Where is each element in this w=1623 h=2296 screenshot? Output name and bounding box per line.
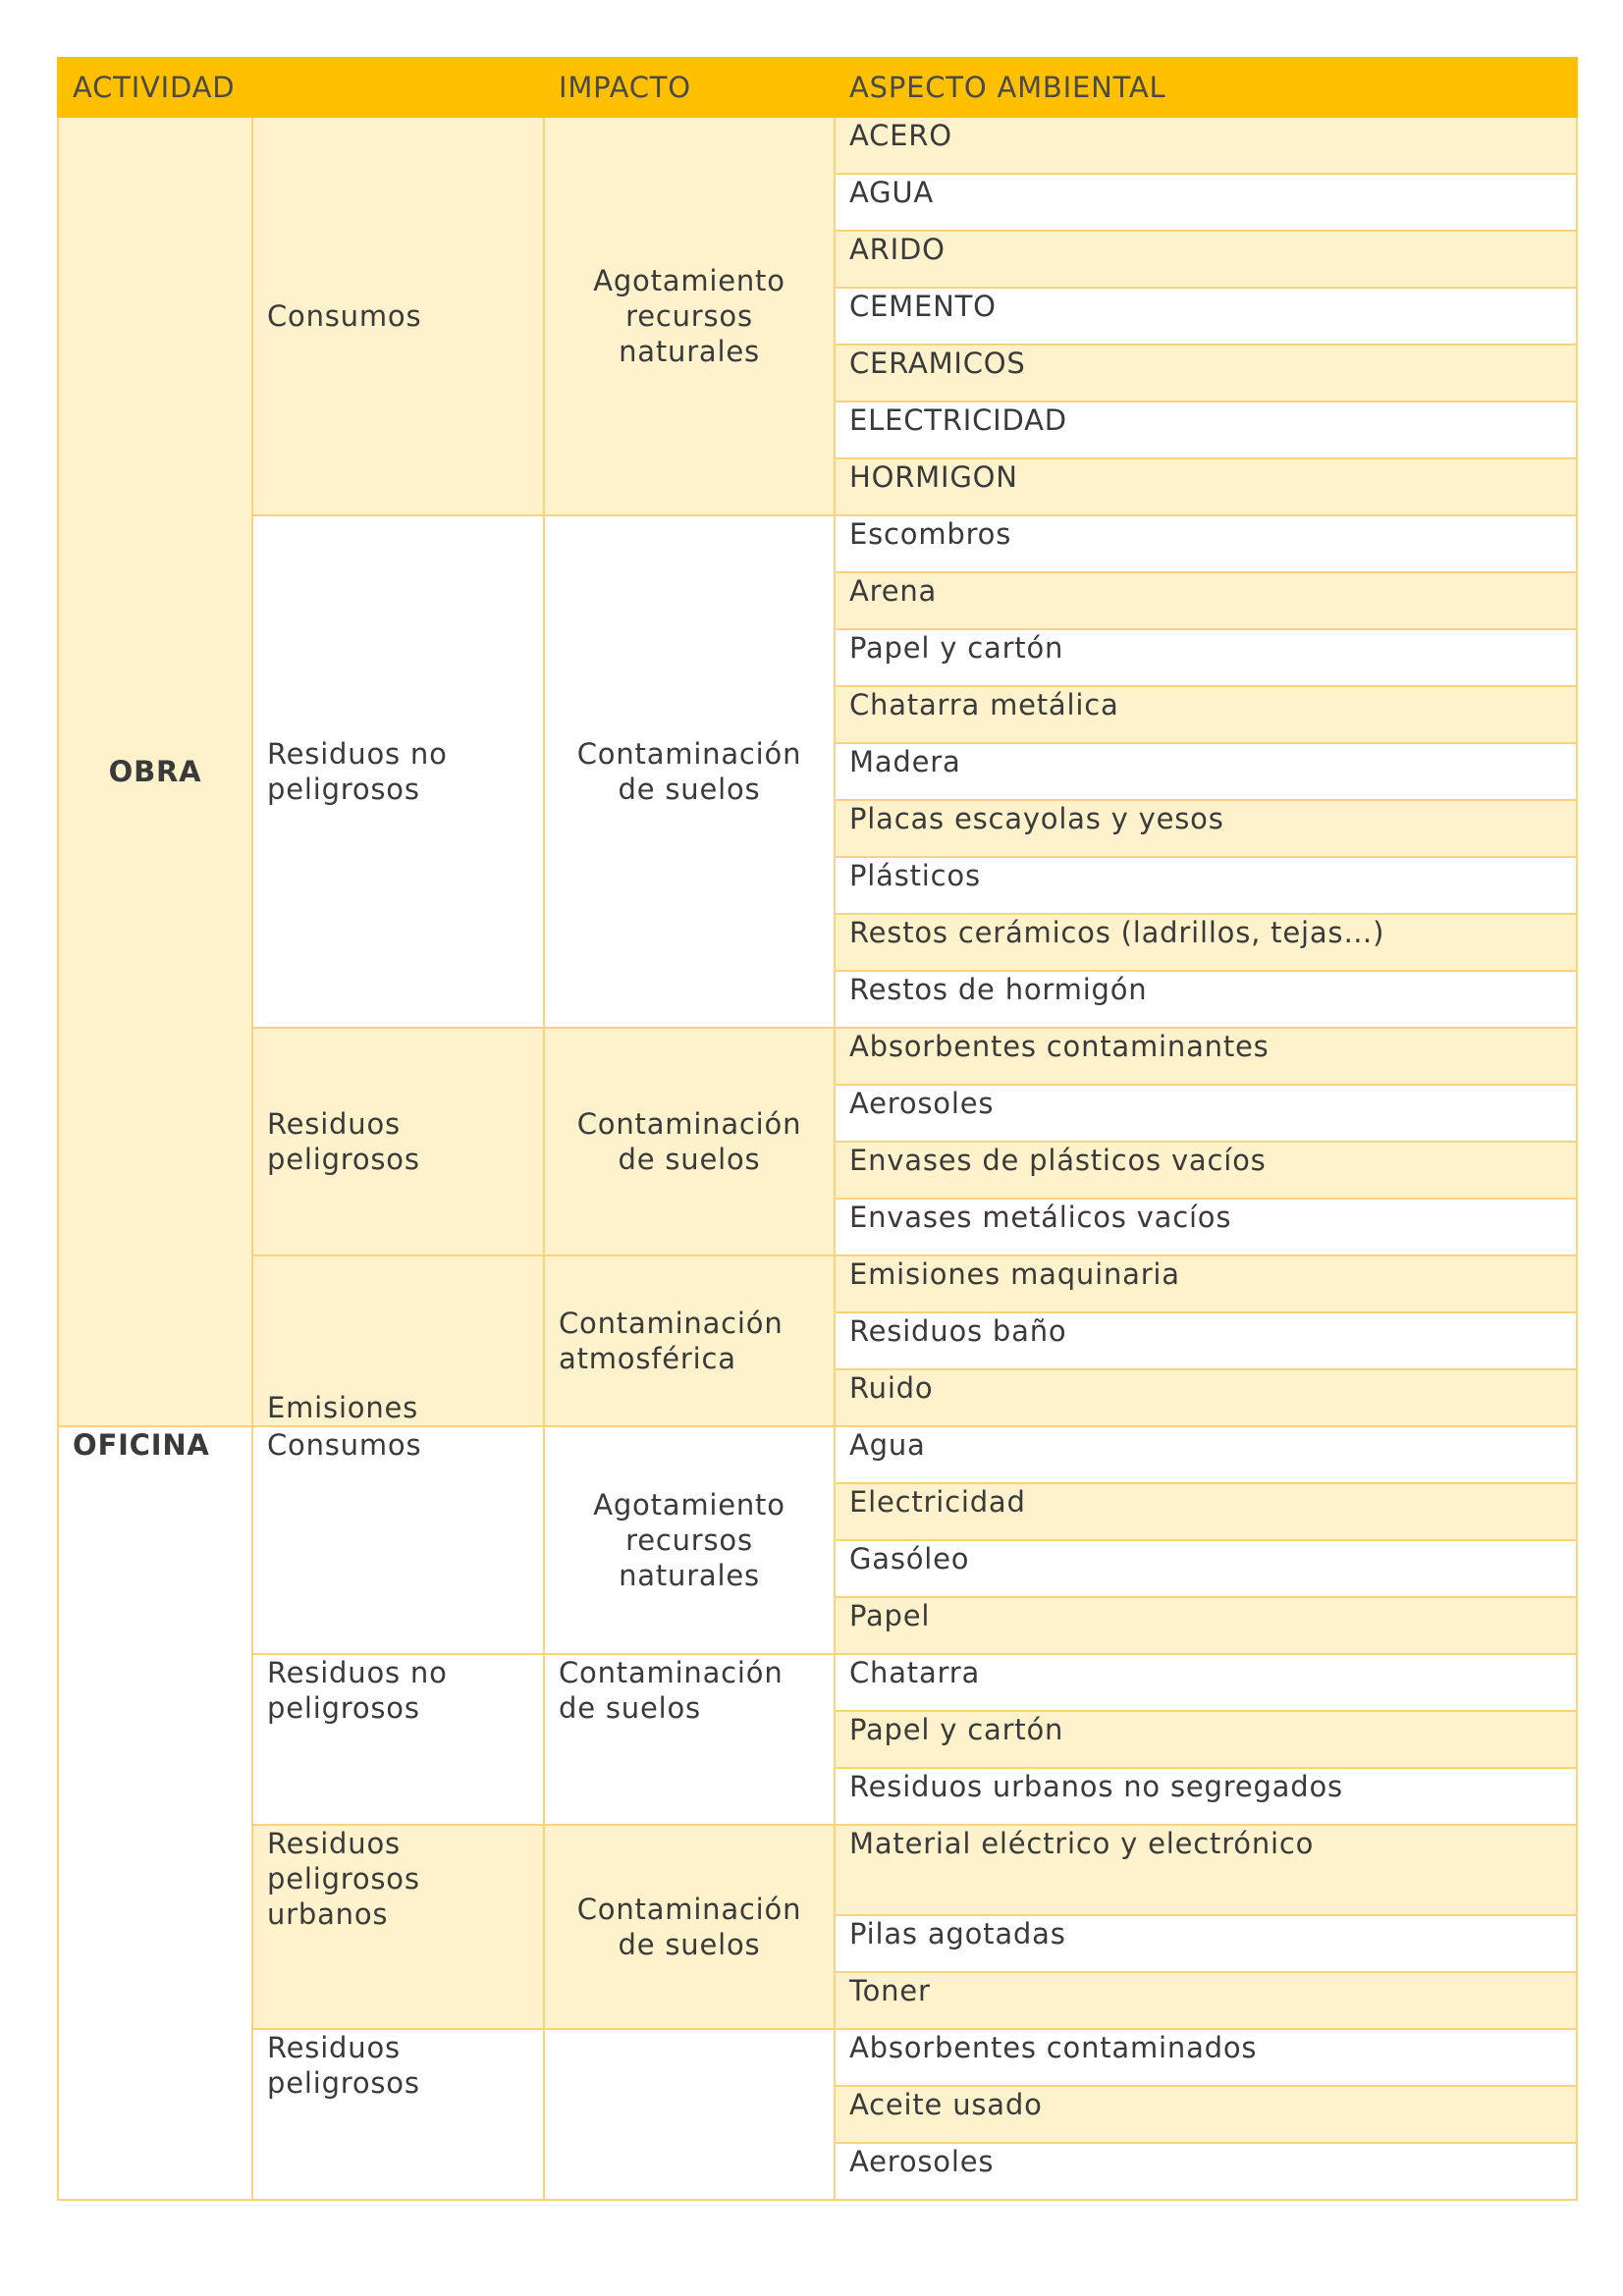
table-row (58, 1255, 1577, 1312)
aspect-cell: Envases metálicos vacíos (835, 1199, 1577, 1255)
aspect-cell: Agua (835, 1426, 1577, 1483)
aspect-cell: Chatarra metálica (835, 686, 1577, 743)
aspect-cell: Restos cerámicos (ladrillos, tejas…) (835, 914, 1577, 971)
header-row (58, 58, 1577, 117)
aspect-cell: CEMENTO (835, 288, 1577, 345)
aspect-cell: Aerosoles (835, 2143, 1577, 2200)
aspect-cell: Gasóleo (835, 1540, 1577, 1597)
aspect-cell: HORMIGON (835, 458, 1577, 515)
impact-obra-residuos-peligrosos: Contaminación de suelos (544, 1028, 835, 1255)
aspect-cell: Envases de plásticos vacíos (835, 1142, 1577, 1199)
aspect-cell: Arena (835, 572, 1577, 629)
aspect-cell: Material eléctrico y electrónico (835, 1825, 1577, 1915)
activity-oficina: OFICINA (58, 1426, 252, 2200)
impact-oficina-residuos-peligrosos-urbanos: Contaminación de suelos (544, 1825, 835, 2029)
subactivity-oficina-residuos-peligrosos-urbanos: Residuos peligrosos urbanos (252, 1825, 544, 2029)
aspect-cell: Residuos baño (835, 1312, 1577, 1369)
impact-oficina-residuos-peligrosos (544, 2029, 835, 2200)
aspect-cell: Placas escayolas y yesos (835, 800, 1577, 857)
aspect-cell: Absorbentes contaminantes (835, 1028, 1577, 1085)
header-impacto: IMPACTO (544, 58, 835, 117)
table-row (58, 1426, 1577, 1483)
aspect-cell: Restos de hormigón (835, 971, 1577, 1028)
impact-obra-emisiones: Contaminación atmosférica (544, 1255, 835, 1426)
table-row (58, 1028, 1577, 1085)
environmental-aspects-table (57, 57, 1578, 2201)
aspect-cell: Madera (835, 743, 1577, 800)
impact-obra-residuos-no-peligrosos: Contaminación de suelos (544, 515, 835, 1028)
aspect-cell: Ruido (835, 1369, 1577, 1426)
subactivity-obra-residuos-no-peligrosos: Residuos no peligrosos (252, 515, 544, 1028)
aspect-cell: Pilas agotadas (835, 1915, 1577, 1972)
aspect-cell: Plásticos (835, 857, 1577, 914)
subactivity-oficina-residuos-peligrosos: Residuos peligrosos (252, 2029, 544, 2200)
aspect-cell: Toner (835, 1972, 1577, 2029)
header-aspecto-ambiental: ASPECTO AMBIENTAL (835, 58, 1577, 117)
table-row (58, 515, 1577, 572)
aspect-cell: Escombros (835, 515, 1577, 572)
impact-obra-consumos: Agotamiento recursos naturales (544, 117, 835, 515)
aspect-cell: Papel y cartón (835, 629, 1577, 686)
table-row (58, 1825, 1577, 1915)
impact-oficina-consumos: Agotamiento recursos naturales (544, 1426, 835, 1654)
aspect-cell: Electricidad (835, 1483, 1577, 1540)
subactivity-oficina-residuos-no-peligrosos: Residuos no peligrosos (252, 1654, 544, 1825)
activity-obra: OBRA (58, 117, 252, 1426)
aspect-cell: Papel (835, 1597, 1577, 1654)
table-row (58, 117, 1577, 174)
subactivity-oficina-consumos: Consumos (252, 1426, 544, 1654)
subactivity-obra-emisiones: Emisiones (252, 1255, 544, 1426)
aspect-cell: Chatarra (835, 1654, 1577, 1711)
aspect-cell: AGUA (835, 174, 1577, 231)
aspect-cell: Emisiones maquinaria (835, 1255, 1577, 1312)
subactivity-obra-consumos: Consumos (252, 117, 544, 515)
aspect-cell: CERAMICOS (835, 345, 1577, 401)
aspect-cell: ACERO (835, 117, 1577, 174)
header-actividad: ACTIVIDAD (58, 58, 544, 117)
aspect-cell: Aceite usado (835, 2086, 1577, 2143)
aspect-cell: Absorbentes contaminados (835, 2029, 1577, 2086)
aspect-cell: Aerosoles (835, 1085, 1577, 1142)
aspect-cell: Residuos urbanos no segregados (835, 1768, 1577, 1825)
subactivity-obra-residuos-peligrosos: Residuos peligrosos (252, 1028, 544, 1255)
aspect-cell: ELECTRICIDAD (835, 401, 1577, 458)
impact-oficina-residuos-no-peligrosos: Contaminación de suelos (544, 1654, 835, 1825)
aspect-cell: ARIDO (835, 231, 1577, 288)
table-row (58, 1654, 1577, 1711)
aspect-cell: Papel y cartón (835, 1711, 1577, 1768)
table-row (58, 2029, 1577, 2086)
